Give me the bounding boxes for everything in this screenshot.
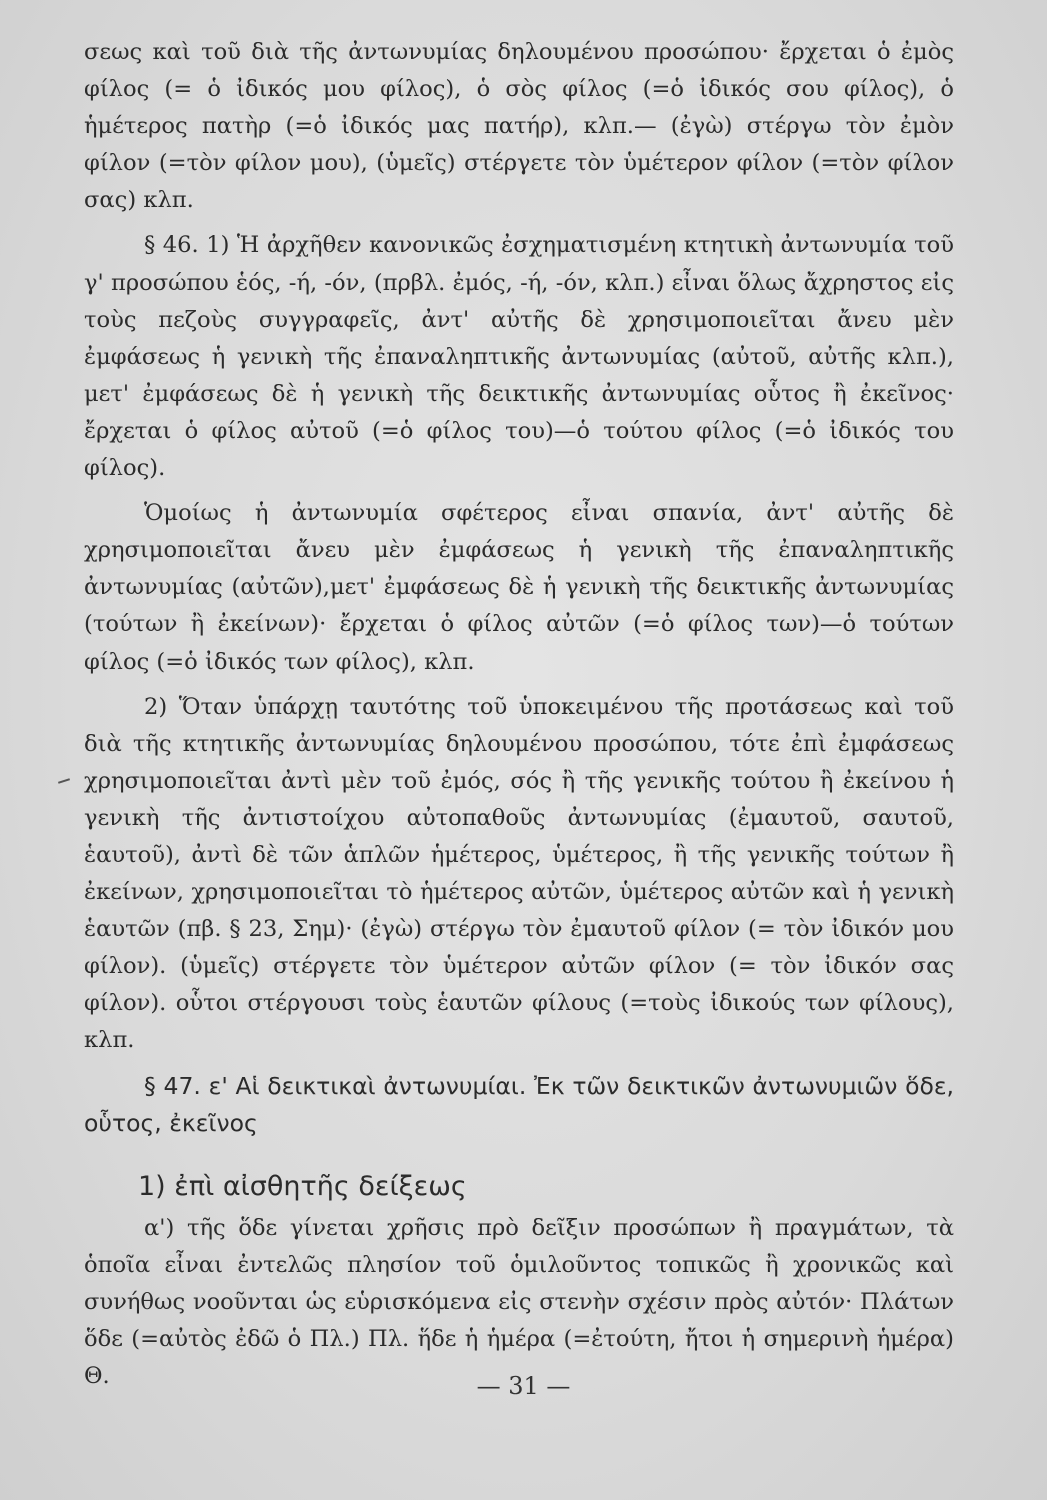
paragraph-hode: α') τῆς ὅδε γίνεται χρῆσις πρὸ δεῖξιν προσώπων ἢ πραγμάτων, τὰ ὁποῖα εἶναι ἐντελῶς πλησίον τοῦ ὁμιλοῦντος τοπικῶς ἢ χρονικῶς καὶ συνήθως νοοῦνται ὡς εὑρισκόμενα εἰς στενὴν σχέσιν πρὸς αὐτόν· Πλάτων ὅδε (=αὐτὸς ἐδῶ ὁ Πλ.) Πλ. ἥδε ἡ ἡμέρα (=ἐτούτη, ἤτοι ἡ σημερινὴ ἡμέρα) Θ. bbox=[84, 1214, 954, 1390]
paragraph-continuation: σεως καὶ τοῦ διὰ τῆς ἀντωνυμίας δηλουμένου προσώπου· ἔρχεται ὁ ἐμὸς φίλος (= ὁ ἰδικός μου φίλος), ὁ σὸς φίλος (=ὁ ἰδικός σου φίλος), ὁ ἡμέτερος πατὴρ (=ὁ ἰδικός μας πατήρ), κλπ.— (ἐγὼ) στέργω τὸν ἐμὸν φίλον (=τὸν φίλον μου), (ὑμεῖς) στέργετε τὸν ὑμέτερον φίλον (=τὸν φίλον σας) κλπ. bbox=[84, 39, 954, 214]
page-text-block bbox=[84, 34, 954, 1395]
margin-pencil-mark bbox=[58, 778, 70, 784]
section-47-heading: § 47. ε' Αἱ δεικτικαὶ ἀντωνυμίαι. Ἐκ τῶν δεικτικῶν ἀντωνυμιῶν ὅδε, οὗτος, ἐκεῖνος bbox=[84, 1071, 954, 1137]
paragraph-section-46-2: 2) Ὅταν ὑπάρχῃ ταυτότης τοῦ ὑποκειμένου τῆς προτάσεως καὶ τοῦ διὰ τῆς κτητικῆς ἀντωνυμίας δηλουμένου προσώπου, τότε ἐπὶ ἐμφάσεως χρησιμοποιεῖται ἀντὶ μὲν τοῦ ἐμός, σός ἢ τῆς γενικῆς τούτου ἢ ἐκείνου ἡ γενικὴ τῆς ἀντιστοίχου αὐτοπαθοῦς ἀντωνυμίας (ἐμαυτοῦ, σαυτοῦ, ἑαυτοῦ), ἀντὶ δὲ τῶν ἁπλῶν ἡμέτερος, ὑμέτερος, ἢ τῆς γενικῆς τούτων ἢ ἐκείνων, χρησιμοποιεῖται τὸ ἡμέτερος αὐτῶν, ὑμέτερος αὐτῶν καὶ ἡ γενικὴ ἑαυτῶν (πβ. § 23, Σημ)· (ἐγὼ) στέργω τὸν ἐμαυτοῦ φίλον (= τὸν ἰδικόν μου φίλον). (ὑμεῖς) στέργετε τὸν ὑμέτερον αὐτῶν φίλον (= τὸν ἰδικόν σας φίλον). οὗτοι στέργουσι τοὺς ἑαυτῶν φίλους (=τοὺς ἰδικούς των φίλους), κλπ. bbox=[84, 693, 954, 1054]
paragraph-omoiws: Ὁμοίως ἡ ἀντωνυμία σφέτερος εἶναι σπανία, ἀντ' αὐτῆς δὲ χρησιμοποιεῖται ἄνευ μὲν ἐμφάσεως ἡ γενικὴ τῆς ἐπαναληπτικῆς ἀντωνυμίας (αὐτῶν),μετ' ἐμφάσεως δὲ ἡ γενικὴ τῆς δεικτικῆς ἀντωνυμίας (τούτων ἢ ἐκείνων)· ἔρχεται ὁ φίλος αὐτῶν (=ὁ φίλος των)—ὁ τούτων φίλος (=ὁ ἰδικός των φίλος), κλπ. bbox=[84, 500, 954, 675]
subheading-aisthetes-deixeos: 1) ἐπὶ αἰσθητῆς δείξεως bbox=[138, 1170, 467, 1202]
paragraph-section-46: § 46. 1) Ἡ ἀρχῆθεν κανονικῶς ἐσχηματισμένη κτητικὴ ἀντωνυμία τοῦ γ' προσώπου ἑός, -ή, -όν, (πρβλ. ἐμός, -ή, -όν, κλπ.) εἶναι ὅλως ἄχρηστος εἰς τοὺς πεζοὺς συγγραφεῖς, ἀντ' αὐτῆς δὲ χρησιμοποιεῖται ἄνευ μὲν ἐμφάσεως ἡ γενικὴ τῆς ἐπαναληπτικῆς ἀντωνυμίας (αὐτοῦ, αὐτῆς κλπ.), μετ' ἐμφάσεως δὲ ἡ γενικὴ τῆς δεικτικῆς ἀντωνυμίας οὗτος ἢ ἐκεῖνος· ἔρχεται ὁ φίλος αὐτοῦ (=ὁ φίλος του)—ὁ τούτου φίλος (=ὁ ἰδικός του φίλος). bbox=[84, 232, 954, 482]
page-number: — 31 — bbox=[476, 1372, 571, 1400]
